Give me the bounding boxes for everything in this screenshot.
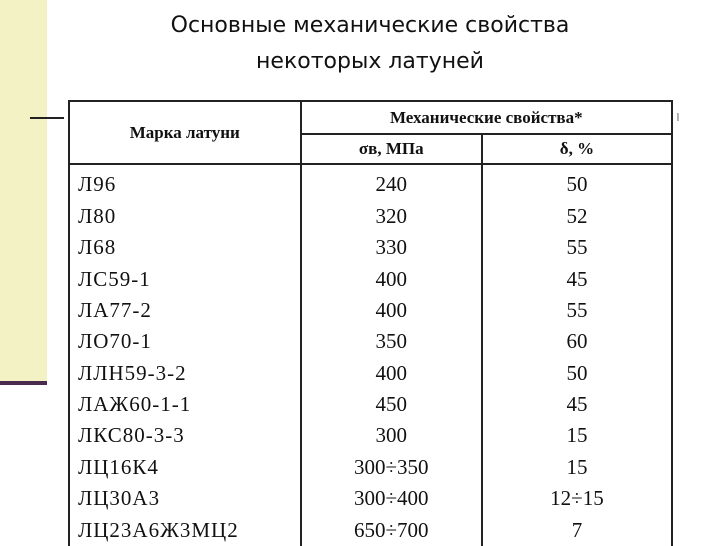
grade-cell: ЛЛН59-3-2	[69, 358, 301, 389]
table-row	[69, 483, 672, 514]
grade-cell: ЛЦ23А6Ж3МЦ2	[69, 514, 301, 546]
tensile-strength-cell: 350	[301, 326, 482, 357]
header-mechanical-properties: Механические свойства*	[301, 101, 672, 134]
table-row	[69, 326, 672, 357]
slide-title-line-1: Основные механические свойства	[170, 13, 570, 38]
table-row	[69, 514, 672, 546]
elongation-cell: 12÷15	[482, 483, 672, 514]
grade-cell: ЛЦ30А3	[69, 483, 301, 514]
table-row	[69, 201, 672, 232]
slide-title-line-2: некоторых латуней	[256, 49, 484, 74]
grade-cell: Л68	[69, 232, 301, 263]
table-row	[69, 164, 672, 201]
elongation-cell: 50	[482, 164, 672, 201]
tensile-strength-cell: 400	[301, 295, 482, 326]
tensile-strength-cell: 450	[301, 389, 482, 420]
slide-accent-line	[0, 381, 47, 385]
tensile-strength-cell: 300÷350	[301, 452, 482, 483]
elongation-cell: 55	[482, 295, 672, 326]
decorative-rule	[30, 117, 64, 119]
table-row	[69, 295, 672, 326]
grade-cell: ЛС59-1	[69, 263, 301, 294]
header-tensile-strength: σв, МПа	[301, 134, 482, 164]
tensile-strength-cell: 320	[301, 201, 482, 232]
grade-cell: Л80	[69, 201, 301, 232]
table-row	[69, 389, 672, 420]
slide-title	[120, 8, 620, 80]
tensile-strength-cell: 300÷400	[301, 483, 482, 514]
tensile-strength-cell: 400	[301, 358, 482, 389]
brass-properties-table	[68, 100, 673, 546]
grade-cell: ЛЦ16К4	[69, 452, 301, 483]
table-row	[69, 452, 672, 483]
slide-accent-bar	[0, 0, 47, 384]
table-row	[69, 358, 672, 389]
elongation-cell: 60	[482, 326, 672, 357]
grade-cell: ЛКС80-3-3	[69, 420, 301, 451]
header-elongation: δ, %	[482, 134, 672, 164]
grade-cell: ЛА77-2	[69, 295, 301, 326]
elongation-cell: 55	[482, 232, 672, 263]
grade-cell: ЛАЖ60-1-1	[69, 389, 301, 420]
table-row	[69, 232, 672, 263]
elongation-cell: 15	[482, 452, 672, 483]
elongation-cell: 45	[482, 263, 672, 294]
elongation-cell: 7	[482, 514, 672, 546]
tensile-strength-cell: 650÷700	[301, 514, 482, 546]
table-body	[69, 164, 672, 546]
grade-cell: Л96	[69, 164, 301, 201]
elongation-cell: 50	[482, 358, 672, 389]
grade-cell: ЛО70-1	[69, 326, 301, 357]
elongation-cell: 15	[482, 420, 672, 451]
tensile-strength-cell: 240	[301, 164, 482, 201]
tensile-strength-cell: 300	[301, 420, 482, 451]
scan-artifact-mark: ı	[676, 109, 680, 125]
table-row	[69, 420, 672, 451]
tensile-strength-cell: 400	[301, 263, 482, 294]
header-grade: Марка латуни	[69, 101, 301, 164]
tensile-strength-cell: 330	[301, 232, 482, 263]
elongation-cell: 45	[482, 389, 672, 420]
elongation-cell: 52	[482, 201, 672, 232]
table-row	[69, 263, 672, 294]
